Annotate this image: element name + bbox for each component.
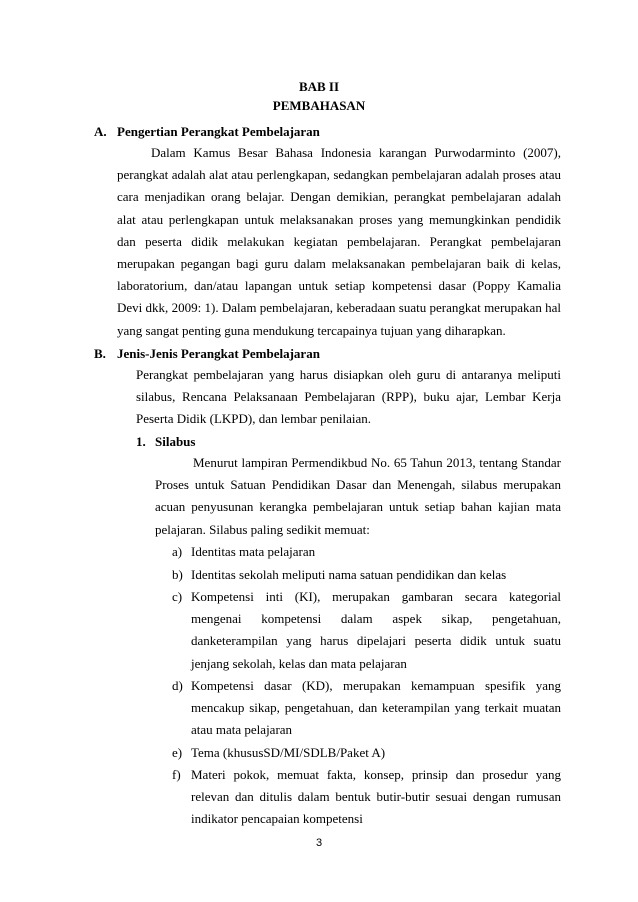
subsection-1-title: Silabus [155,434,196,449]
section-a-marker: A. [94,124,107,139]
section-b-marker: B. [94,346,106,361]
chapter-title: PEMBAHASAN [272,98,366,113]
list-item-a-marker: a) [172,544,183,559]
subsection-1-paragraph: Menurut lampiran Permendikbud No. 65 Tahun 2013, tentang Standar Proses untuk Satuan Pendidikan Dasar dan Menengah, silabus merupakan acuan penyusunan kerangka pembelajaran untuk setiap bahan kajian mata pelajaran. Silabus paling sedikit memuat: [155,455,561,537]
list-item-f-text: Materi pokok, memuat fakta, konsep, prinsip dan prosedur yang relevan dan ditulis dalam bentuk butir-butir sesuai dengan rumusan indikator pencapaian kompetensi [191,767,561,827]
subsection-1-marker: 1. [136,434,146,449]
list-item-a-text: Identitas mata pelajaran [191,544,316,559]
page-number: 3 [315,837,323,849]
list-item-c-marker: c) [172,589,183,604]
list-item-f-marker: f) [172,767,181,782]
list-item-b-text: Identitas sekolah meliputi nama satuan pendidikan dan kelas [191,567,507,582]
list-item-e-text: Tema (khususSD/MI/SDLB/Paket A) [191,745,386,760]
list-item-c-text: Kompetensi inti (KI), merupakan gambaran secara kategorial mengenai kompetensi dalam aspek sikap, pengetahuan, danketerampilan yang harus dipelajari peserta didik untuk suatu jenjang sekolah, kelas dan mata pelajaran [191,589,561,671]
section-a-paragraph: Dalam Kamus Besar Bahasa Indonesia karangan Purwodarminto (2007), perangkat adalah alat atau perlengkapan, sedangkan pembelajaran adalah proses atau cara menjadikan orang belajar. Dengan demikian, perangkat pembelajaran adalah alat atau perlengkapan untuk melaksanakan proses yang memungkinkan pendidik dan peserta didik melakukan kegiatan pembelajaran. Perangkat pembelajaran merupakan pegangan bagi guru dalam melaksanakan pembelajaran baik di kelas, laboratorium, dan/atau lapangan untuk setiap kompetensi dasar (Poppy Kamalia Devi dkk, 2009: 1). Dalam pembelajaran, keberadaan suatu perangkat merupakan hal yang sangat penting guna mendukung tercapainya tujuan yang diharapkan. [117,145,561,338]
list-item-b-marker: b) [172,567,183,582]
section-b-title: Jenis-Jenis Perangkat Pembelajaran [117,346,320,361]
list-item-e-marker: e) [172,745,183,760]
list-item-d-marker: d) [172,678,183,693]
chapter-label: BAB II [298,79,340,94]
section-a-title: Pengertian Perangkat Pembelajaran [117,124,320,139]
section-b-paragraph: Perangkat pembelajaran yang harus disiapkan oleh guru di antaranya meliputi silabus, Rencana Pelaksanaan Pembelajaran (RPP), buku ajar, Lembar Kerja Peserta Didik (LKPD), dan lembar penilaian. [136,367,561,427]
list-item-d-text: Kompetensi dasar (KD), merupakan kemampuan spesifik yang mencakup sikap, pengetahuan, dan keterampilan yang terkait muatan atau mata pelajaran [191,678,561,738]
